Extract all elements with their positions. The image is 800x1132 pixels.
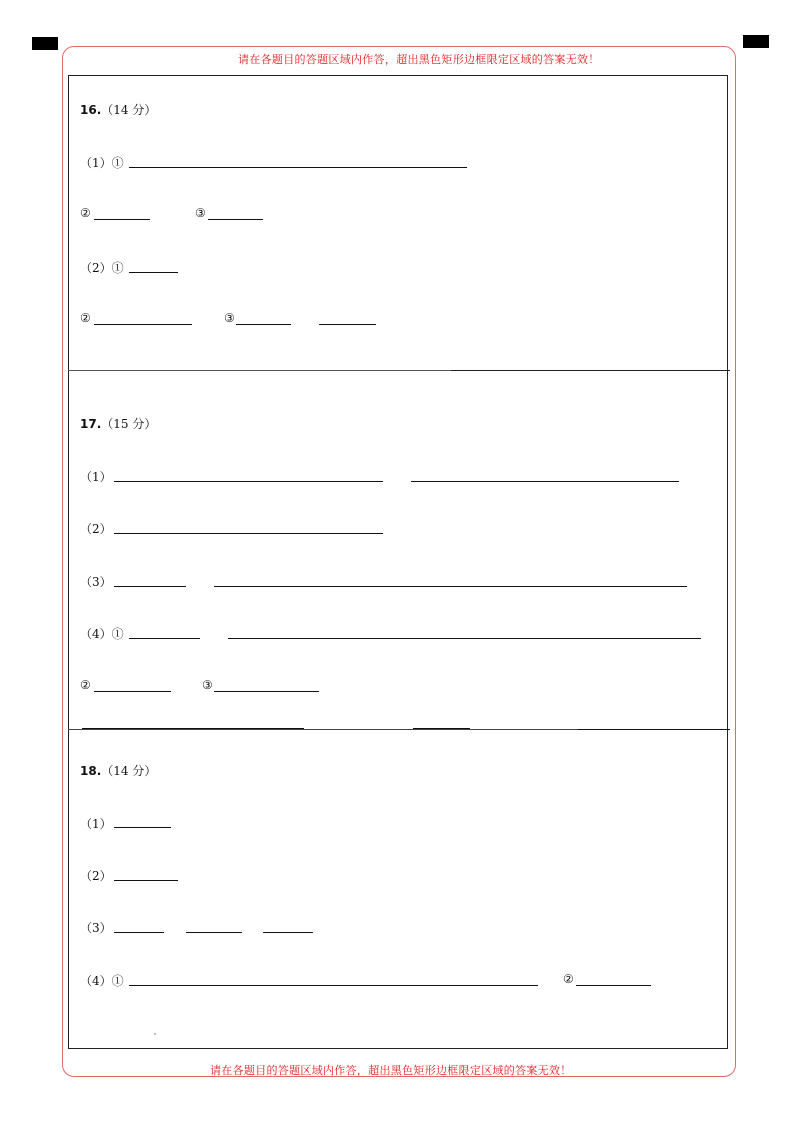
- q17-part2-label: （2）: [80, 522, 112, 536]
- q17-part2-blank1[interactable]: [114, 533, 383, 534]
- q16-part2-circle3: ③: [224, 311, 235, 325]
- q18-part2-blank1[interactable]: [114, 880, 178, 881]
- q18-part4-label: （4）①: [80, 974, 124, 988]
- q17-part4-circle3: ③: [202, 678, 213, 692]
- q18-part1-blank1[interactable]: [114, 827, 171, 828]
- q18-part3-blank3[interactable]: [263, 932, 313, 933]
- q16-part1-label: （1）①: [80, 156, 124, 170]
- bottom-notice: 请在各题目的答题区域内作答，超出黑色矩形边框限定区域的答案无效！: [210, 1064, 572, 1077]
- q18-part4-blank2[interactable]: [576, 985, 651, 986]
- question-16-title: [80, 101, 156, 118]
- q16-part1-circle2: ②: [80, 206, 91, 220]
- question-18-number: 18.: [80, 764, 102, 778]
- q17-part1-blank2[interactable]: [411, 481, 679, 482]
- q18-part1-label: （1）: [80, 817, 112, 831]
- scan-speck: [154, 1033, 156, 1035]
- q18-part4-blank1[interactable]: [129, 985, 538, 986]
- alignment-mark-left: [32, 37, 58, 50]
- q17-part1-blank1[interactable]: [114, 481, 383, 482]
- question-17-score: （15 分）: [101, 417, 157, 431]
- q16-part2-circle2: ②: [80, 311, 91, 325]
- q16-part2-blank3[interactable]: [236, 324, 291, 325]
- q18-part4-circle2: ②: [563, 972, 574, 986]
- q18-part2-label: （2）: [80, 869, 112, 883]
- q16-part1-blank3[interactable]: [208, 219, 263, 220]
- q16-part2-blank4[interactable]: [319, 324, 376, 325]
- q16-part2-blank1[interactable]: [129, 272, 178, 273]
- q17-part4-label: （4）①: [80, 627, 124, 641]
- q17-part3-blank2[interactable]: [214, 586, 687, 587]
- q16-part1-blank1[interactable]: [129, 167, 467, 168]
- question-17-number: 17.: [80, 417, 102, 431]
- q16-part1-blank2[interactable]: [94, 219, 150, 220]
- top-notice: 请在各题目的答题区域内作答，超出黑色矩形边框限定区域的答案无效！: [238, 53, 600, 66]
- q18-part3-blank1[interactable]: [114, 932, 164, 933]
- alignment-mark-right: [743, 35, 769, 48]
- answer-box: [68, 75, 728, 1049]
- q17-part4-blank1[interactable]: [129, 638, 200, 639]
- question-16-number: 16.: [80, 103, 102, 117]
- divider-16-17: [68, 370, 451, 371]
- q17-part4-blank3[interactable]: [94, 691, 171, 692]
- q17-part1-label: （1）: [80, 470, 112, 484]
- q18-part3-label: （3）: [80, 921, 112, 935]
- divider-17-18-seg1: [82, 728, 304, 729]
- question-16-score: （14 分）: [101, 103, 157, 117]
- q17-part4-blank2[interactable]: [228, 638, 701, 639]
- q17-part3-blank1[interactable]: [114, 586, 186, 587]
- divider-17-18-seg2: [413, 728, 470, 729]
- question-18-title: [80, 762, 156, 779]
- q17-part4-blank4[interactable]: [214, 691, 319, 692]
- q16-part2-label: （2）①: [80, 261, 124, 275]
- divider-17-18-seg3: [578, 729, 730, 730]
- q17-part3-label: （3）: [80, 575, 112, 589]
- q16-part1-circle3: ③: [195, 206, 206, 220]
- q18-part3-blank2[interactable]: [186, 932, 242, 933]
- q16-part2-blank2[interactable]: [94, 324, 192, 325]
- divider-16-17-thick: [451, 370, 730, 371]
- question-18-score: （14 分）: [101, 764, 157, 778]
- q17-part4-circle2: ②: [80, 678, 91, 692]
- question-17-title: [80, 415, 156, 432]
